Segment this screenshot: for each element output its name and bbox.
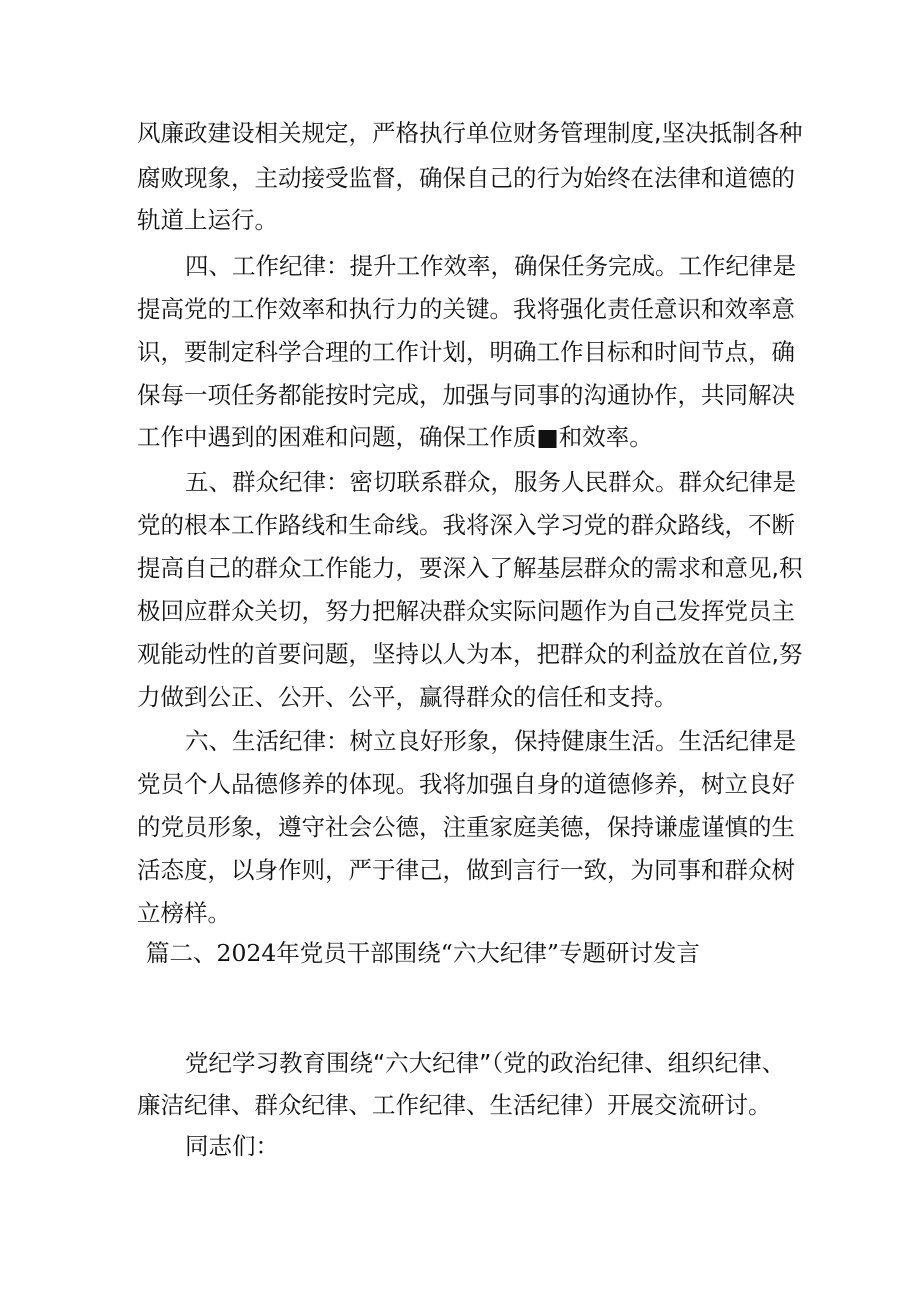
text-line: 轨道上运行。 <box>137 206 278 234</box>
section-four-lead: 四、工作纪律：提升工作效率，确保任务完成。工作纪律是 <box>185 252 796 280</box>
text-line: 提高自己的群众工作能力，要深入了解基层群众的需求和意见,积 <box>137 554 803 582</box>
text-line: 观能动性的首要问题，坚持以人为本，把群众的利益放在首位,努 <box>137 640 803 668</box>
text-line: 的党员形象，遵守社会公德，注重家庭美德，保持谦虚谨慎的生 <box>137 813 795 841</box>
intro-line: 党纪学习教育围绕“六大纪律”（党的政治纪律、组织纪律、 <box>185 1049 786 1077</box>
salutation: 同志们： <box>185 1132 279 1160</box>
section-six-lead: 六、生活纪律：树立良好形象，保持健康生活。生活纪律是 <box>185 727 796 755</box>
text-line: 识，要制定科学合理的工作计划，明确工作目标和时间节点，确 <box>137 338 795 366</box>
text-line: 保每一项任务都能按时完成，加强与同事的沟通协作，共同解决 <box>137 381 795 409</box>
text-line: 极回应群众关切，努力把解决群众实际问题作为自己发挥党员主 <box>137 597 795 625</box>
text-line: 廉洁纪律、群众纪律、工作纪律、生活纪律）开展交流研讨。 <box>137 1091 772 1119</box>
text-line: 工作中遇到的困难和问题，确保工作质■和效率。 <box>137 423 653 451</box>
text-line: 提高党的工作效率和执行力的关键。我将强化责任意识和效率意 <box>137 295 795 323</box>
text-line: 风廉政建设相关规定，严格执行单位财务管理制度,坚决抵制各种 <box>137 119 803 147</box>
section-heading: 篇二、2024年党员干部围绕“六大纪律”专题研讨发言 <box>146 939 700 967</box>
text-line: 立榜样。 <box>137 899 231 927</box>
text-line: 党员个人品德修养的体现。我将加强自身的道德修养，树立良好 <box>137 770 795 798</box>
text-line: 活态度，以身作则，严于律己，做到言行一致，为同事和群众树 <box>137 856 795 884</box>
text-line: 腐败现象，主动接受监督，确保自己的行为始终在法律和道德的 <box>137 164 795 192</box>
text-line: 党的根本工作路线和生命线。我将深入学习党的群众路线，不断 <box>137 511 795 539</box>
text-line: 力做到公正、公开、公平，赢得群众的信任和支持。 <box>137 683 678 711</box>
section-five-lead: 五、群众纪律：密切联系群众，服务人民群众。群众纪律是 <box>185 468 796 496</box>
